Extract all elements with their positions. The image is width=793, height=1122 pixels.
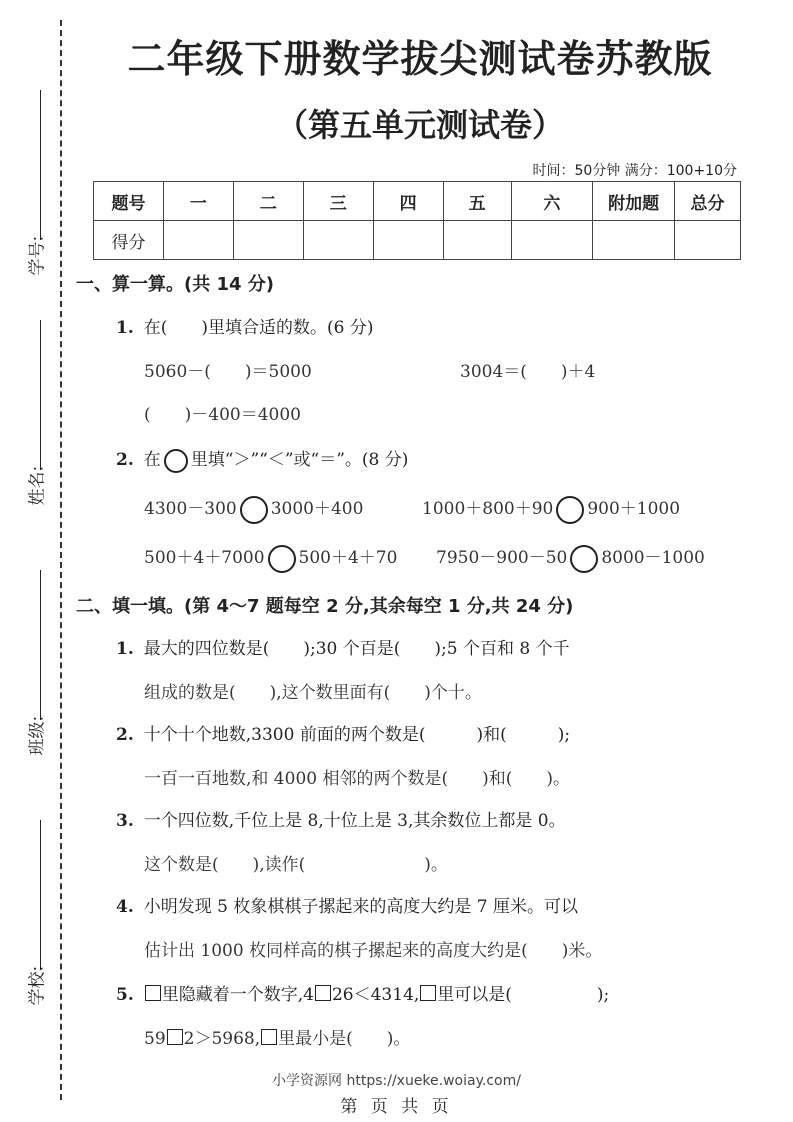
s2-q5-line-2[interactable] [144,1024,410,1049]
exam-meta: 时间：50分钟 满分：100+10分 [532,163,737,179]
square-icon [261,1029,277,1045]
question-text: 十个十个地数,3300 前面的两个数是( )和( ); [143,725,571,745]
q5-text-e: 2＞5968, [183,1029,261,1049]
name-label: 姓名: [27,465,48,506]
section-2-title: 二、填一填。(第 4～7 题每空 2 分,其余每空 1 分,共 24 分) [76,596,574,617]
square-icon [420,985,436,1001]
s2-question-5[interactable] [116,980,609,1005]
question-number: 5. [116,985,134,1005]
q5-text-b: 26＜4314, [331,985,420,1005]
s2-question-4[interactable] [116,892,578,917]
score-header-cell: 五 [443,182,511,221]
compare-right: 500＋4＋70 [298,548,398,568]
s2-q3-line-2[interactable]: 这个数是( ),读作( )。 [144,855,448,875]
question-number: 2. [116,450,134,470]
compare-left: 7950－900－50 [436,548,568,568]
s1-question-2 [116,445,408,473]
compare-right: 8000－1000 [601,548,705,568]
score-header-cell: 一 [163,182,233,221]
school-line [40,820,41,970]
question-number: 3. [116,811,134,831]
score-input-cell[interactable] [373,221,443,260]
compare-circle-blank[interactable] [556,496,584,524]
s1-q1-blank-3[interactable]: ( )－400＝4000 [144,405,301,425]
s2-question-3[interactable] [116,806,566,831]
question-text-post: 里填“＞”“＜”或“＝”。(8 分) [190,450,409,470]
binding-dashed-line [60,20,62,1100]
class-field[interactable] [4,570,54,810]
compare-item-1 [144,494,363,524]
square-icon [315,985,331,1001]
question-text: 在( )里填合适的数。(6 分) [143,318,374,338]
s1-q1-blank-2[interactable]: 3004＝( )＋4 [460,362,596,382]
compare-circle-blank[interactable] [240,496,268,524]
q5-text-c: 里可以是( ); [437,985,610,1005]
score-input-cell[interactable] [303,221,373,260]
s1-q1-blank-1[interactable]: 5060－( )＝5000 [144,362,312,382]
compare-item-4 [436,543,705,573]
score-input-cell[interactable] [443,221,511,260]
score-header-cell: 题号 [94,182,164,221]
score-input-cell[interactable] [163,221,233,260]
score-header-cell: 二 [233,182,303,221]
score-header-cell: 六 [511,182,593,221]
name-line [40,320,41,470]
score-header-cell: 总分 [674,182,740,221]
question-text: 小明发现 5 枚象棋棋子摞起来的高度大约是 7 厘米。可以 [143,897,578,917]
compare-circle-blank[interactable] [570,545,598,573]
score-table-row [94,221,741,260]
s1-question-1 [116,313,374,338]
question-number: 1. [116,318,134,338]
score-header-cell: 四 [373,182,443,221]
square-icon [145,985,161,1001]
question-number: 1. [116,639,134,659]
page-title: 二年级下册数学拔尖测试卷苏教版 [127,37,713,81]
q5-text-d: 59 [144,1029,166,1049]
score-header-cell: 三 [303,182,373,221]
question-number: 2. [116,725,134,745]
s2-question-2[interactable] [116,720,570,745]
compare-left: 1000＋800＋90 [422,499,554,519]
s2-question-1[interactable] [116,634,570,659]
class-line [40,570,41,720]
compare-left: 4300－300 [144,499,237,519]
question-number: 4. [116,897,134,917]
footer-source: 小学资源网 https://xueke.woiay.com/ [272,1073,521,1089]
name-field[interactable] [4,320,54,560]
question-text: 一个四位数,千位上是 8,十位上是 3,其余数位上都是 0。 [143,811,566,831]
s2-q1-line-2[interactable]: 组成的数是( ),这个数里面有( )个十。 [144,683,482,703]
score-row-label: 得分 [94,221,164,260]
s2-q2-line-2[interactable]: 一百一百地数,和 4000 相邻的两个数是( )和( )。 [144,769,571,789]
score-input-cell[interactable] [233,221,303,260]
student-id-line [40,90,41,240]
q5-text-a: 里隐藏着一个数字,4 [161,985,314,1005]
square-icon [167,1029,183,1045]
s2-q4-line-2[interactable]: 估计出 1000 枚同样高的棋子摞起来的高度大约是( )米。 [144,941,603,961]
compare-circle-blank[interactable] [268,545,296,573]
class-label: 班级: [27,715,48,756]
section-1-title: 一、算一算。(共 14 分) [76,274,275,295]
score-input-cell[interactable] [674,221,740,260]
school-label: 学校: [27,965,48,1006]
compare-left: 500＋4＋7000 [144,548,265,568]
question-text-pre: 在 [143,450,161,470]
score-table [93,181,741,260]
page-number: 第 页 共 页 [340,1097,453,1117]
compare-item-3 [144,543,397,573]
q5-text-f: 里最小是( )。 [278,1029,411,1049]
page-subtitle: （第五单元测试卷） [275,106,564,144]
question-text: 最大的四位数是( );30 个百是( );5 个百和 8 个千 [143,639,570,659]
compare-right: 3000＋400 [270,499,364,519]
score-table-header [94,182,741,221]
circle-icon [164,449,188,473]
compare-right: 900＋1000 [587,499,681,519]
score-header-cell: 附加题 [593,182,675,221]
score-input-cell[interactable] [593,221,675,260]
school-field[interactable] [4,820,54,1060]
student-id-field[interactable] [4,90,54,330]
compare-item-2 [422,494,680,524]
score-input-cell[interactable] [511,221,593,260]
student-id-label: 学号: [27,235,48,276]
